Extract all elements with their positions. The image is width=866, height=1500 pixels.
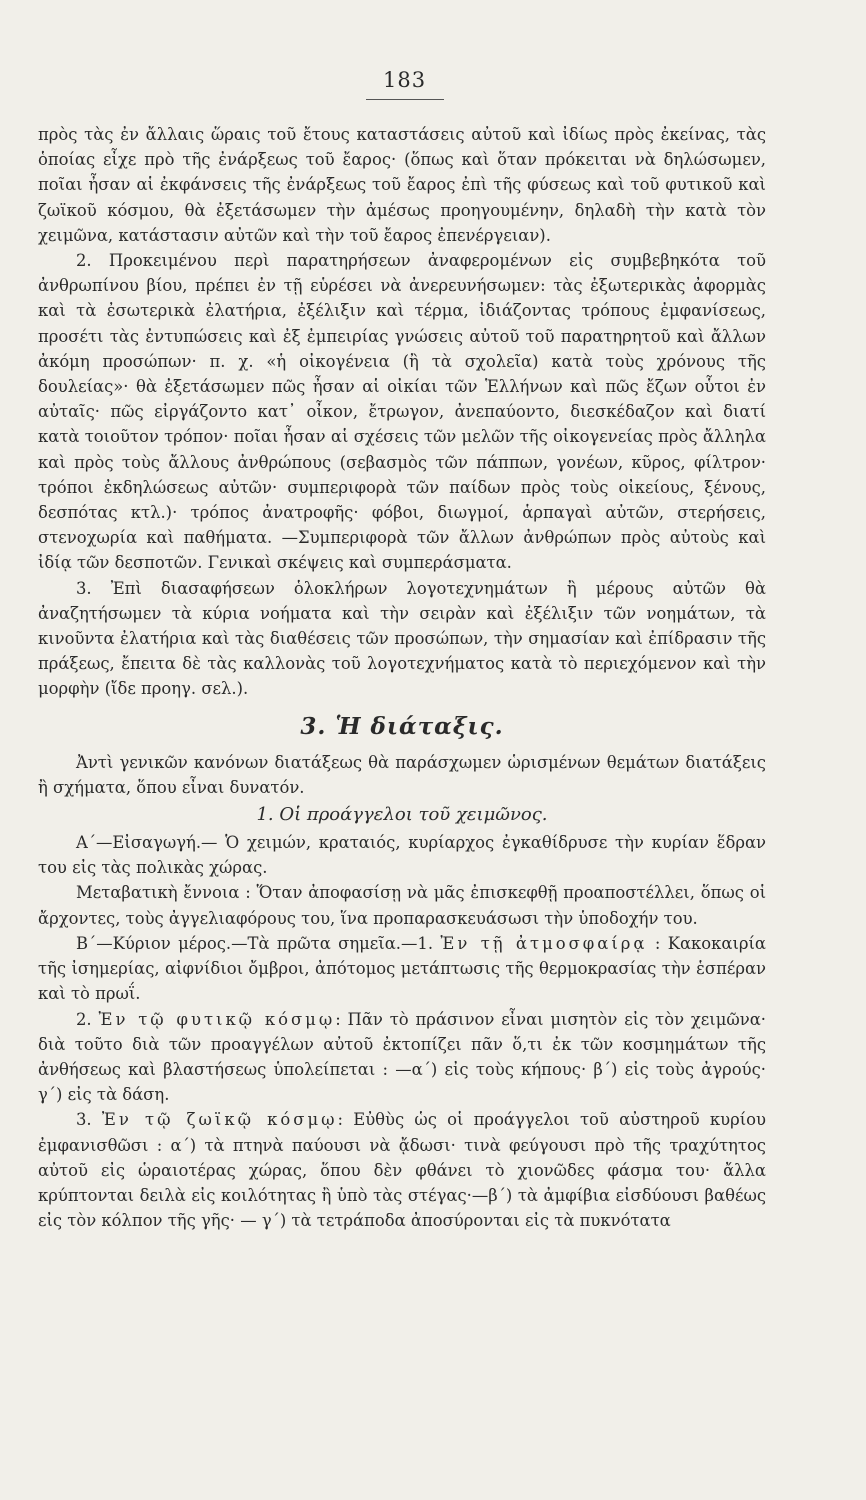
paragraph-main-part-atmosphere: Β΄—Κύριον μέρος.—Τὰ πρῶτα σημεῖα.—1. Ἐν τῇ ἀτμοσφαίρᾳ : Κακοκαιρία τῆς ἰσημερίας, αἰφνίδιοι ὄμβροι, ἀπότομος μετάπτωσις τῆς θερμοκρασίας τὴν ἑσπέραν καὶ τὸ πρωΐ. xyxy=(38,933,766,1004)
paragraph-plant-world: 2. Ἐν τῷ φυτικῷ κόσμῳ: Πᾶν τὸ πράσινον εἶναι μισητὸν εἰς τὸν χειμῶνα· διὰ τοῦτο διὰ τῶν προαγγέλων αὐτοῦ ἐκτοπίζει πᾶν ὅ,τι ἐκ τῶν κοσμημάτων τῆς ἀνθήσεως καὶ βλαστήσεως ὑπολείπεται : —α΄) εἰς τοὺς κήπους· β΄) εἰς τοὺς ἀγρούς· γ΄) εἰς τὰ δάση. xyxy=(38,1009,766,1105)
paragraph-introduction: Α΄—Εἰσαγωγή.— Ὁ χειμών, κραταιός, κυρίαρχος ἐγκαθίδρυσε τὴν κυρίαν ἕδραν του εἰς τὰς πολικὰς χώρας. xyxy=(38,833,766,878)
paragraph-animal-world: 3. Ἐν τῷ ζωϊκῷ κόσμῳ: Εὐθὺς ὡς οἱ προάγγελοι τοῦ αὐστηροῦ κυρίου ἐμφανισθῶσι : α΄) τὰ πτηνὰ παύουσι νὰ ᾄδωσι· τινὰ φεύγουσι πρὸ τῆς τραχύτητος αὐτοῦ εἰς ὡραιοτέρας χώρας, ὅπου δὲν φθάνει τὸ χιονῶδες φάσμα του· ἄλλα κρύπτονται δειλὰ εἰς κοιλότητας ἢ ὑπὸ τὰς στέγας·—β΄) τὰ ἀμφίβια εἰσδύουσι βαθέως εἰς τὸν κόλπον τῆς γῆς· — γ΄) τὰ τετράποδα ἀποσύρονται εἰς τὰ πυκνότατα xyxy=(38,1110,766,1231)
paragraph-3-literary-works: 3. Ἐπὶ διασαφήσεων ὁλοκλήρων λογοτεχνημάτων ἢ μέρους αὐτῶν θὰ ἀναζητήσωμεν τὰ κύρια νοήματα καὶ τὴν σειρὰν καὶ ἐξέλιξιν τῶν νοημάτων, τὰ κινοῦντα ἐλατήρια καὶ τὰς διαθέσεις τῶν προσώπων, τὴν σημασίαν καὶ ἐπίδρασιν τῆς πράξεως, ἔπειτα δὲ τὰς καλλονὰς τοῦ λογοτεχνήματος κατὰ τὸ περιεχόμενον καὶ τὴν μορφὴν (ἴδε προηγ. σελ.). xyxy=(38,578,766,699)
paragraph-transition: Μεταβατικὴ ἔννοια : Ὅταν ἀποφασίσῃ νὰ μᾶς ἐπισκεφθῇ προαποστέλλει, ὅπως οἱ ἄρχοντες, τοὺς ἀγγελιαφόρους του, ἵνα προπαρασκευάσωσι τὴν ὑποδοχήν του. xyxy=(38,883,766,928)
page-number: 183 xyxy=(383,68,427,92)
spaced-term: Ἐν τῇ ἀτμοσφαίρᾳ xyxy=(440,933,648,953)
section-heading-arrangement: 3. Ἡ διάταξις. xyxy=(300,712,504,740)
page-number-rule xyxy=(366,99,444,100)
paragraph-2-observations: 2. Προκειμένου περὶ παρατηρήσεων ἀναφερομένων εἰς συμβεβηκότα τοῦ ἀνθρωπίνου βίου, πρέπει ἐν τῇ εὑρέσει νὰ ἀνερευνήσωμεν: τὰς ἐξωτερικὰς ἀφορμὰς καὶ τὰ ἐσωτερικὰ ἐλατήρια, ἐξέλιξιν καὶ τέρμα, ἰδιάζοντας τρόπους ἐμφανίσεως, προσέτι τὰς ἐντυπώσεις καὶ ἐξ ἐμπειρίας γνώσεις αὐτοῦ τοῦ παρατηρητοῦ καὶ ἄλλων ἀκόμη προσώπων· π. χ. «ἡ οἰκογένεια (ἢ τὰ σχολεῖα) κατὰ τοὺς χρόνους τῆς δουλείας»· θὰ ἐξετάσωμεν πῶς ἦσαν αἱ οἰκίαι τῶν Ἑλλήνων καὶ πῶς ἔζων οὗτοι ἐν αὐταῖς· πῶς εἰργάζοντο κατ᾽ οἶκον, ἔτρωγον, ἀνεπαύοντο, διεσκέδαζον καὶ διατί κατὰ τοιοῦτον τρόπον· ποῖαι ἦσαν αἱ σχέσεις τῶν μελῶν τῆς οἰκογενείας πρὸς ἄλληλα καὶ πρὸς τοὺς ἄλλους ἀνθρώπους (σεβασμὸς τῶν πάππων, γονέων, κῦρος, φίλτρον· τρόποι ἐκδηλώσεως αὐτῶν· συμπεριφορὰ τῶν παίδων πρὸς τοὺς οἰκείους, ξένους, δεσπότας κτλ.)· τρόπος ἀνατροφῆς· φόβοι, διωγμοί, ἁρπαγαὶ αὐτῶν, στερήσεις, στενοχωρία καὶ παθήματα. —Συμπεριφορὰ τῶν ἄλλων ἀνθρώπων πρὸς αὐτοὺς καὶ ἰδίᾳ τῶν δεσποτῶν. Γενικαὶ σκέψεις καὶ συμπεράσματα. xyxy=(38,251,766,573)
body-text xyxy=(38,122,766,1233)
subheading-winter-heralds: 1. Οἱ προάγγελοι τοῦ χειμῶνος. xyxy=(256,804,548,826)
paragraph-intro-continuation: πρὸς τὰς ἐν ἄλλαις ὥραις τοῦ ἔτους καταστάσεις αὐτοῦ καὶ ἰδίως πρὸς ἐκείνας, τὰς ὁποίας εἶχε πρὸ τῆς ἐνάρξεως τοῦ ἔαρος· (ὅπως καὶ ὅταν πρόκειται νὰ δηλώσωμεν, ποῖαι ἦσαν αἱ ἐκφάνσεις τῆς ἐνάρξεως τοῦ ἔαρος ἐπὶ τῆς φύσεως καὶ τοῦ φυτικοῦ καὶ ζωϊκοῦ κόσμου, θὰ ἐξετάσωμεν τὴν ἀμέσως προηγουμένην, δηλαδὴ τὴν κατὰ τὸν χειμῶνα, κατάστασιν αὐτῶν καὶ τὴν τοῦ ἔαρος ἐπενέργειαν). xyxy=(38,125,766,245)
spaced-term: Ἐν τῷ ζωϊκῷ κόσμῳ xyxy=(101,1110,338,1130)
spaced-term: Ἐν τῷ φυτικῷ κόσμῳ xyxy=(98,1009,336,1029)
paragraph-arrangement-intro: Ἀντὶ γενικῶν κανόνων διατάξεως θὰ παράσχωμεν ὡρισμένων θεμάτων διατάξεις ἢ σχήματα, ὅπου εἶναι δυνατόν. xyxy=(38,752,766,797)
